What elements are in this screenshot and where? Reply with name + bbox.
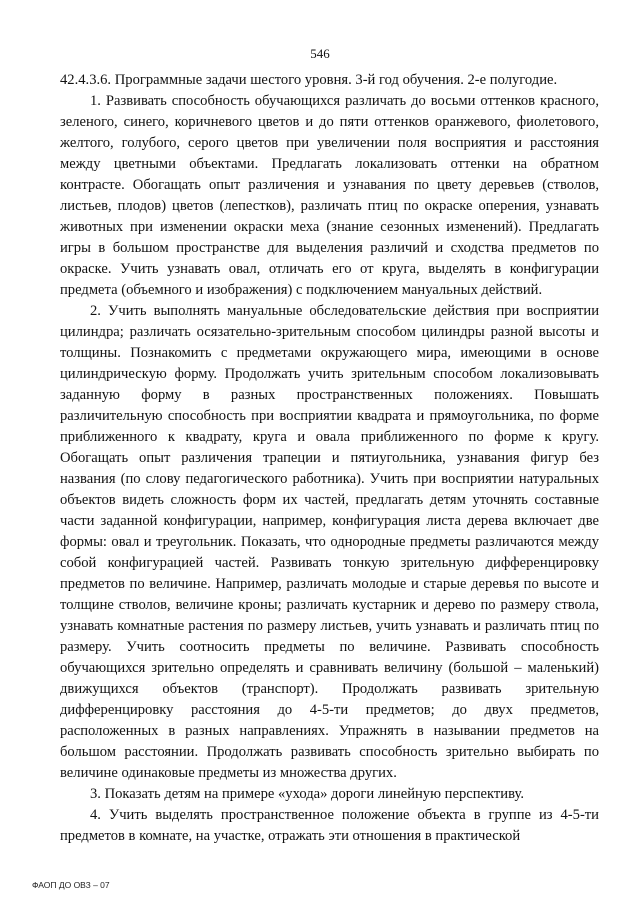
document-body bbox=[60, 70, 599, 847]
page-footer: ФАОП ДО ОВЗ – 07 bbox=[32, 880, 110, 890]
page-number: 546 bbox=[310, 46, 330, 61]
paragraph-4: 4. Учить выделять пространственное положение объекта в группе из 4-5-ти предметов в комнате, на участке, отражать эти отношения в практической bbox=[60, 807, 599, 844]
paragraph-3: 3. Показать детям на примере «ухода» дороги линейную перспективу. bbox=[90, 786, 524, 802]
section-heading: 42.4.3.6. Программные задачи шестого уровня. 3-й год обучения. 2-е полугодие. bbox=[60, 72, 558, 88]
paragraph-2: 2. Учить выполнять мануальные обследовательские действия при восприятии цилиндра; различать осязательно-зрительным способом цилиндры разной высоты и толщины. Познакомить с предметами окружающего мира, имеющими в основе цилиндрическую форму. Продолжать учить зрительным способом локализовывать заданную форму в разных пространственных положениях. Повышать различительную способность при восприятии квадрата и прямоугольника, по форме приближенного к квадрату, круга и овала приближенного по форме к кругу. Обогащать опыт различения трапеции и пятиугольника, узнавания фигур без названия (по слову педагогического работника). Учить при восприятии натуральных объектов видеть сложность форм их частей, предлагать детям уточнять составные части заданной конфигурации, например, конфигурация листа дерева включает две формы: овал и треугольник. Показать, что однородные предметы различаются между собой конфигурацией частей. Развивать тонкую зрительную дифференцировку предметов по величине. Например, различать молодые и старые деревья по высоте и толщине стволов, величине кроны; различать кустарник и дерево по размеру ствола, узнавать комнатные растения по размеру листьев, учить узнавать и различать птиц по размеру. Учить соотносить предметы по величине. Развивать способность обучающихся зрительно определять и сравнивать величину (большой – маленький) движущихся объектов (транспорт). Продолжать развивать зрительную дифференцировку расстояния до 4-5-ти предметов; до двух предметов, расположенных в разных направлениях. Упражнять в назывании предметов на большом расстоянии. Продолжать развивать способность зрительно выбирать по величине одинаковые предметы из множества других. bbox=[60, 303, 599, 781]
paragraph-1: 1. Развивать способность обучающихся различать до восьми оттенков красного, зеленого, синего, коричневого цветов и до пяти оттенков оранжевого, фиолетового, желтого, голубого, серого цветов при увеличении поля восприятия и расстояния между цветными объектами. Предлагать локализовать оттенки на обратном контрасте. Обогащать опыт различения и узнавания по цвету деревьев (стволов, листьев, плодов) цветов (лепестков), различать птиц по окраске оперения, узнавать животных при изменении окраски меха (знание сезонных изменений). Предлагать игры в большом пространстве для выделения различий и сходства предметов по окраске. Учить узнавать овал, отличать его от круга, выделять в конфигурации предмета (объемного и изображения) с подключением мануальных действий. bbox=[60, 93, 599, 298]
